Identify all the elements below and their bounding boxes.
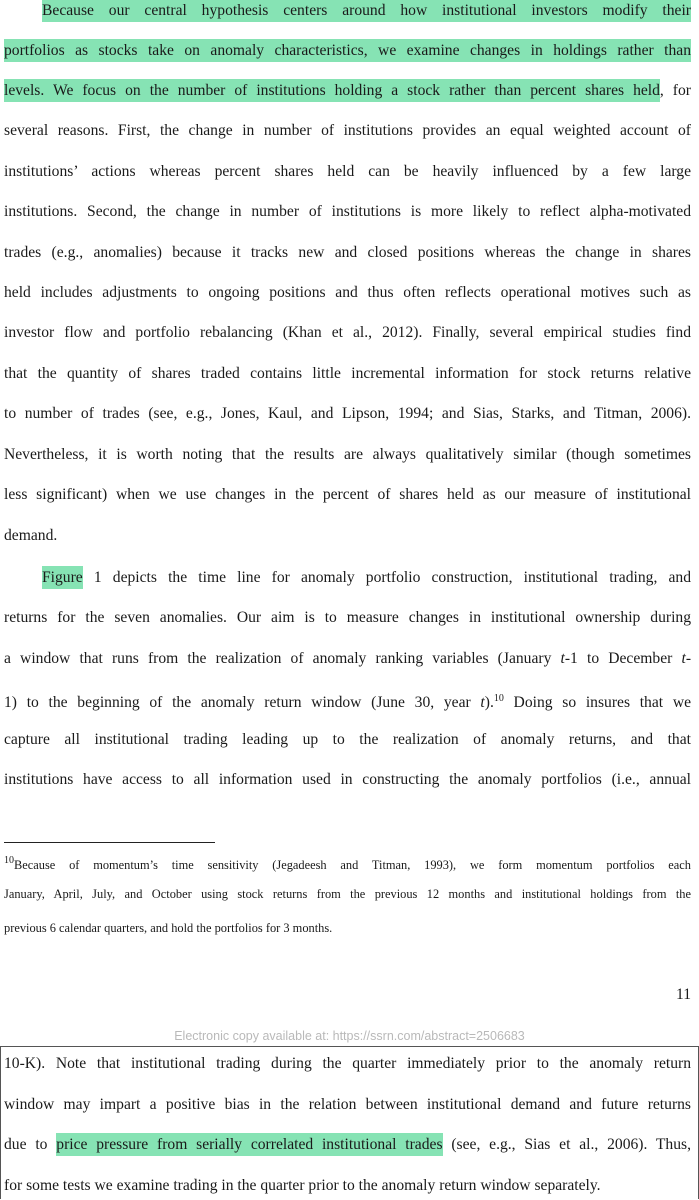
text-line (4, 242, 691, 264)
text-line (4, 607, 691, 629)
text-line (4, 1134, 691, 1156)
text-run: Doing so insures that we (503, 694, 691, 711)
text-run: returns for the seven anomalies. Our aim is to measure changes in institutional ownership during (4, 609, 691, 626)
text-line (4, 201, 691, 223)
text-line (4, 688, 691, 714)
text-run: previous 6 calendar quarters, and hold the portfolios for 3 months. (4, 921, 333, 935)
highlighted-text: price pressure from serially correlated institutional trades (56, 1133, 442, 1156)
text-line (4, 567, 691, 589)
page-number: 11 (675, 986, 691, 1003)
footnote-line (4, 885, 691, 903)
text-run: , for (659, 82, 691, 99)
text-line (4, 525, 691, 547)
text-run: trades (e.g., anomalies) because it tracks new and closed positions whereas the change in shares (4, 244, 691, 261)
text-line (4, 322, 691, 344)
text-run: held includes adjustments to ongoing positions and thus often reflects operational motives such as (4, 284, 691, 301)
footnote-marker: 10 (493, 693, 504, 704)
highlighted-text: levels. We focus on the number of institutions holding a stock rather than percent shares held (4, 79, 660, 102)
text-run: (see, e.g., Sias et al., 2006). Thus, (442, 1136, 691, 1153)
text-run: 10-K). Note that institutional trading during the quarter immediately prior to the anomaly return (4, 1055, 691, 1072)
text-run: Nevertheless, it is worth noting that the results are always qualitatively similar (though sometimes (4, 446, 691, 463)
text-line (4, 769, 691, 791)
highlighted-text: Figure (42, 566, 83, 589)
text-line (4, 363, 691, 385)
text-line (4, 40, 691, 62)
text-run: institutions. Second, the change in number of institutions is more likely to reflect alpha-motivated (4, 203, 691, 220)
text-run: institutions have access to all information used in constructing the anomaly portfolios (i.e., annual (4, 771, 691, 788)
text-run: - (685, 650, 692, 667)
footnote-marker: 10 (4, 855, 14, 866)
text-line (4, 444, 691, 466)
text-run: 1 depicts the time line for anomaly portfolio construction, institutional trading, and (82, 569, 691, 586)
text-run: capture all institutional trading leading up to the realization of anomaly returns, and that (4, 731, 691, 748)
text-line (4, 1053, 691, 1075)
text-line (4, 282, 691, 304)
text-line (4, 484, 691, 506)
text-run: due to (4, 1136, 57, 1153)
highlighted-text: Because our central hypothesis centers around how institutional investors modify their (42, 0, 691, 22)
text-run: January, April, July, and October using stock returns from the previous 12 months and institutional holdings from the (4, 887, 691, 901)
footnote-line (4, 852, 691, 874)
text-run: window may impart a positive bias in the relation between institutional demand and future returns (4, 1096, 691, 1113)
footnote-line (4, 919, 691, 937)
text-run: for some tests we examine trading in the quarter prior to the anomaly return window separately. (4, 1177, 601, 1194)
next-page-excerpt (0, 1046, 699, 1199)
text-run: Because of momentum’s time sensitivity (Jegadeesh and Titman, 1993), we form momentum portfolios each (14, 858, 691, 872)
text-run: less significant) when we use changes in the percent of shares held as our measure of institutional (4, 486, 691, 503)
italic-text: t (560, 650, 565, 667)
text-line (4, 648, 691, 670)
text-run: several reasons. First, the change in number of institutions provides an equal weighted account of (4, 122, 691, 139)
text-run: that the quantity of shares traded contains little incremental information for stock returns relative (4, 365, 691, 382)
text-line (4, 0, 691, 22)
text-run: investor flow and portfolio rebalancing (Khan et al., 2012). Finally, several empirical studies find (4, 324, 691, 341)
ssrn-watermark: Electronic copy available at: https://ssrn.com/abstract=2506683 (174, 1029, 525, 1043)
text-run: demand. (4, 527, 58, 544)
text-line (4, 1175, 691, 1197)
text-line (4, 161, 691, 183)
text-run: a window that runs from the realization of anomaly ranking variables (January (4, 650, 561, 667)
text-run: -1 to December (564, 650, 682, 667)
text-run: ). (484, 694, 494, 711)
text-run: to number of trades (see, e.g., Jones, Kaul, and Lipson, 1994; and Sias, Starks, and Titman, 2006). (4, 405, 691, 422)
text-line (4, 120, 691, 142)
text-line (4, 80, 691, 102)
text-line (4, 729, 691, 751)
italic-text: t (480, 694, 485, 711)
text-line (4, 1094, 691, 1116)
text-line (4, 403, 691, 425)
italic-text: t (681, 650, 686, 667)
text-run: institutions’ actions whereas percent shares held can be heavily influenced by a few large (4, 163, 691, 180)
footnote-rule (4, 842, 215, 843)
highlighted-text: portfolios as stocks take on anomaly characteristics, we examine changes in holdings rather than (4, 39, 691, 62)
text-run: 1) to the beginning of the anomaly return window (June 30, year (4, 694, 481, 711)
